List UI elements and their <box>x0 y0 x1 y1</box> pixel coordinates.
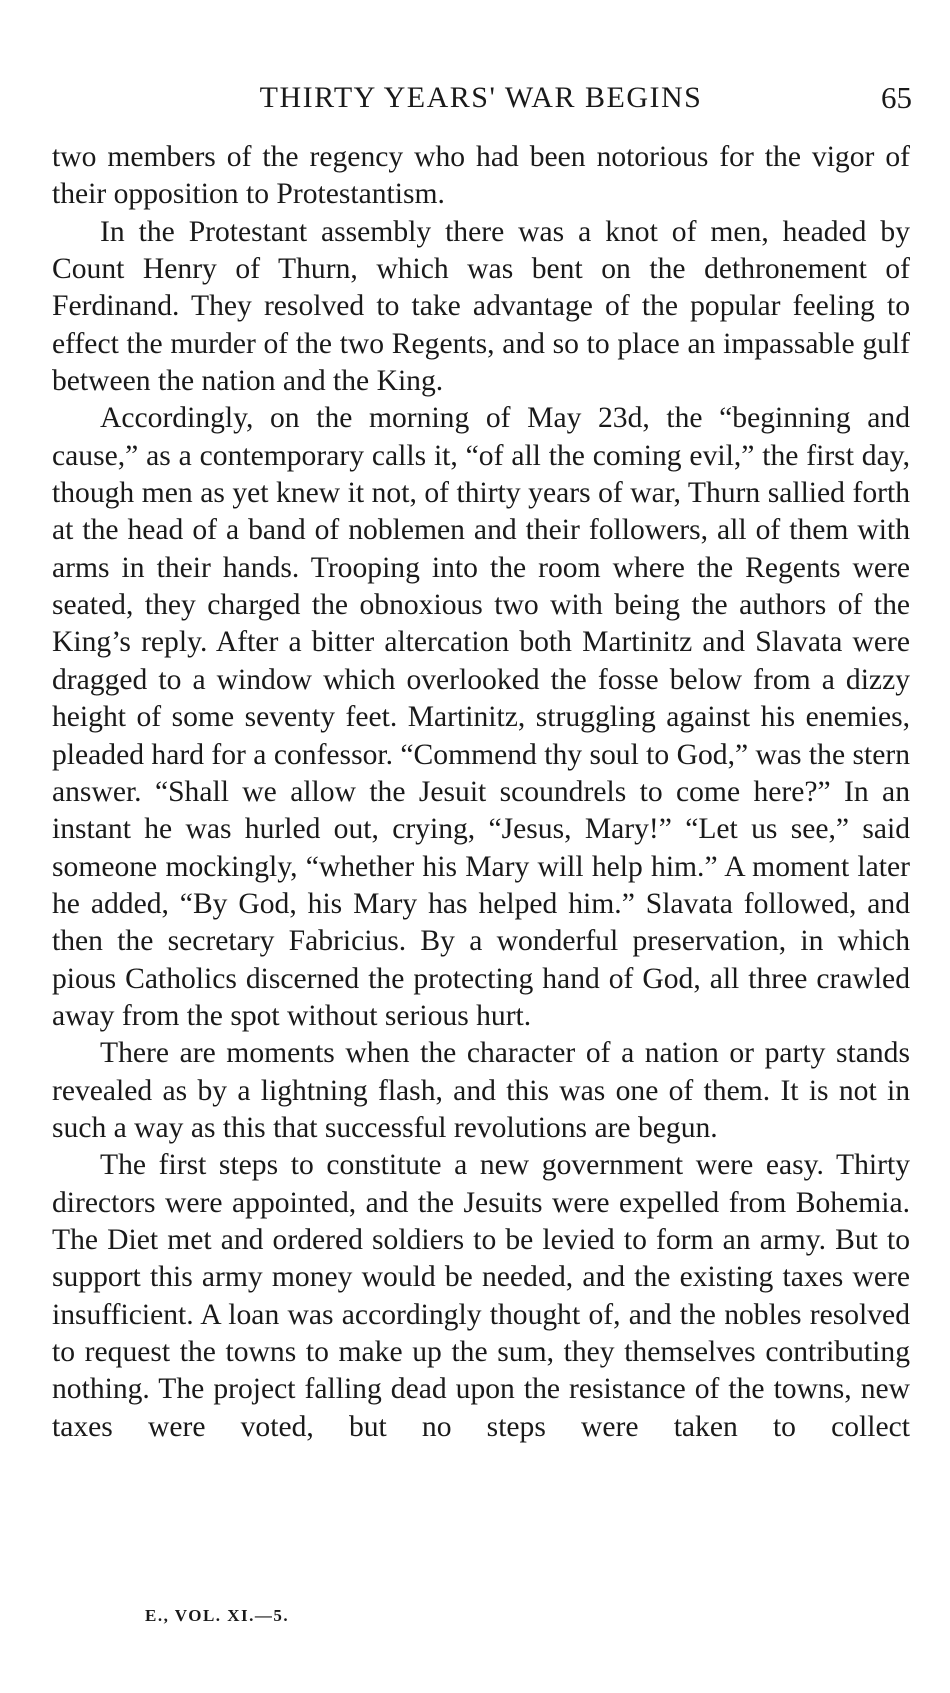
body-text <box>52 139 910 1446</box>
paragraph-3: Accordingly, on the morning of May 23d, the “beginning and cause,” as a contemporary calls it, “of all the coming evil,” the first day, though men as yet knew it not, of thirty years of war, Thurn sallied forth at the head of a band of noblemen and their followers, all of them with arms in their hands. Trooping into the room where the Regents were seated, they charged the obnoxious two with being the authors of the King’s reply. After a bitter altercation both Martinitz and Slavata were dragged to a window which overlooked the fosse below from a dizzy height of some seventy feet. Martinitz, struggling against his enemies, pleaded hard for a confessor. “Commend thy soul to God,” was the stern answer. “Shall we allow the Jesuit scoundrels to come here?” In an instant he was hurled out, crying, “Jesus, Mary!” “Let us see,” said someone mockingly, “whether his Mary will help him.” A moment later he added, “By God, his Mary has helped him.” Slavata followed, and then the secretary Fabricius. By a wonderful preservation, in which pious Catholics discerned the protecting hand of God, all three crawled away from the spot without serious hurt. <box>52 402 911 1032</box>
paragraph-1: two members of the regency who had been notorious for the vigor of their opposition to Protestantism. <box>52 141 910 211</box>
paragraph-4: There are moments when the character of a nation or party stands revealed as by a lightning flash, and this was one of them. It is not in such a way as this that successful revolutions are begun. <box>52 1037 910 1144</box>
page-number: 65 <box>881 80 912 115</box>
signature-mark: E., VOL. XI.—5. <box>145 1606 290 1625</box>
paragraph-2: In the Protestant assembly there was a knot of men, headed by Count Henry of Thurn, which was bent on the dethronement of Ferdinand. They resolved to take advantage of the popular feeling to effect the murder of the two Regents, and so to place an impassable gulf between the nation and the King. <box>52 215 910 398</box>
running-head <box>50 78 912 118</box>
running-title: THIRTY YEARS' WAR BEGINS <box>259 81 703 114</box>
paragraph-5: The first steps to constitute a new government were easy. Thirty directors were appointed, and the Jesuits were expelled from Bohemia. The Diet met and ordered soldiers to be levied to form an army. But to support this army money would be needed, and the existing taxes were insufficient. A loan was accordingly thought of, and the nobles resolved to request the towns to make up the sum, they themselves contributing nothing. The project falling dead upon the resistance of the towns, new taxes were voted, but no steps were taken to collect <box>52 1149 910 1443</box>
